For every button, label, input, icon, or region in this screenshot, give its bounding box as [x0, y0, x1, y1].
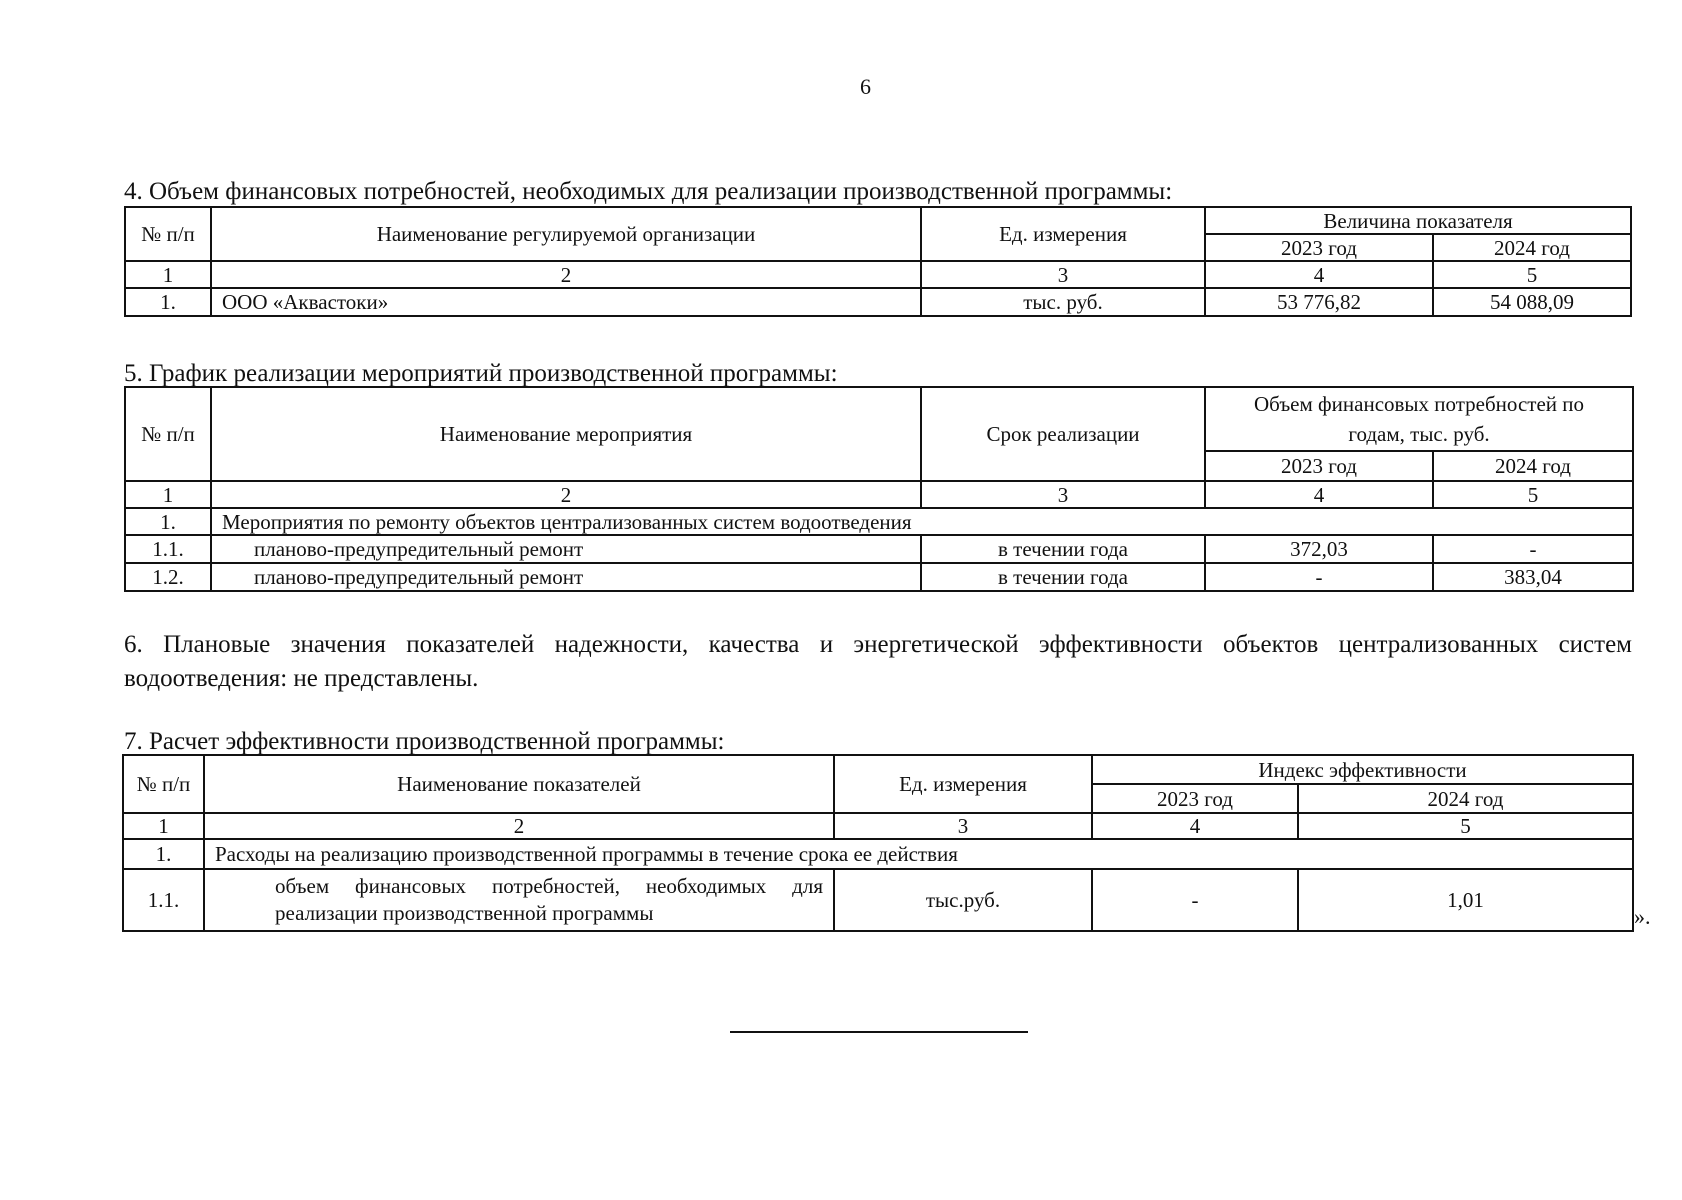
- row-value-2024: 383,04: [1433, 563, 1633, 591]
- section-4-title: 4. Объем финансовых потребностей, необходимых для реализации производственной программы:: [124, 178, 1173, 205]
- header-value-group: Величина показателя: [1205, 207, 1631, 234]
- table-row: [123, 869, 1633, 931]
- row-value-2024: -: [1433, 535, 1633, 563]
- row-value-2023: -: [1205, 563, 1433, 591]
- row-event-name: планово-предупредительный ремонт: [211, 563, 921, 591]
- schedule-table: [124, 386, 1634, 592]
- index-cell: 5: [1433, 481, 1633, 508]
- header-year-2023: 2023 год: [1205, 234, 1433, 261]
- group-num: 1.: [123, 839, 204, 869]
- header-year-2023: 2023 год: [1205, 451, 1433, 481]
- header-event-name: Наименование мероприятия: [211, 387, 921, 481]
- index-cell: 2: [211, 481, 921, 508]
- header-year-2024: 2024 год: [1433, 234, 1631, 261]
- row-num: 1.2.: [125, 563, 211, 591]
- row-value-2024: 54 088,09: [1433, 288, 1631, 316]
- row-term: в течении года: [921, 535, 1205, 563]
- row-value-2023: 372,03: [1205, 535, 1433, 563]
- closing-quote-mark: ».: [1634, 904, 1651, 929]
- row-unit: тыс.руб.: [834, 869, 1092, 931]
- efficiency-table: [122, 754, 1634, 932]
- header-term: Срок реализации: [921, 387, 1205, 481]
- index-cell: 3: [834, 813, 1092, 839]
- row-value-2024: 1,01: [1298, 869, 1633, 931]
- section-7-title: 7. Расчет эффективности производственной программы:: [124, 728, 725, 755]
- row-num: 1.1.: [123, 869, 204, 931]
- header-num: № п/п: [125, 387, 211, 481]
- header-year-2023: 2023 год: [1092, 784, 1298, 813]
- row-num: 1.: [125, 288, 211, 316]
- group-name: Мероприятия по ремонту объектов централизованных систем водоотведения: [211, 508, 1633, 535]
- header-year-2024: 2024 год: [1433, 451, 1633, 481]
- row-value-2023: -: [1092, 869, 1298, 931]
- header-org-name: Наименование регулируемой организации: [211, 207, 921, 261]
- index-cell: 1: [123, 813, 204, 839]
- index-cell: 2: [211, 261, 921, 288]
- group-row: [125, 508, 1633, 535]
- row-term: в течении года: [921, 563, 1205, 591]
- row-org-name: ООО «Аквастоки»: [211, 288, 921, 316]
- end-rule: [730, 1031, 1028, 1033]
- group-num: 1.: [125, 508, 211, 535]
- header-num: № п/п: [125, 207, 211, 261]
- group-name: Расходы на реализацию производственной программы в течение срока ее действия: [204, 839, 1633, 869]
- index-row: [125, 481, 1633, 508]
- header-unit: Ед. измерения: [921, 207, 1205, 261]
- row-value-2023: 53 776,82: [1205, 288, 1433, 316]
- index-cell: 2: [204, 813, 834, 839]
- header-year-2024: 2024 год: [1298, 784, 1633, 813]
- table-row: [125, 535, 1633, 563]
- header-unit: Ед. измерения: [834, 755, 1092, 813]
- index-cell: 1: [125, 261, 211, 288]
- section-6-text: 6. Плановые значения показателей надежности, качества и энергетической эффективности объектов централизованных систем водоотведения: не представлены.: [124, 631, 1632, 692]
- header-value-group: Индекс эффективности: [1092, 755, 1633, 784]
- row-indicator-name: объем финансовых потребностей, необходимых для реализации производственной программы: [204, 869, 834, 931]
- row-unit: тыс. руб.: [921, 288, 1205, 316]
- row-event-name: планово-предупредительный ремонт: [211, 535, 921, 563]
- table-row: [125, 288, 1631, 316]
- financial-needs-table: [124, 206, 1632, 317]
- section-5-title: 5. График реализации мероприятий производственной программы:: [124, 360, 838, 387]
- index-cell: 3: [921, 261, 1205, 288]
- index-cell: 5: [1433, 261, 1631, 288]
- header-num: № п/п: [123, 755, 204, 813]
- index-cell: 1: [125, 481, 211, 508]
- index-cell: 3: [921, 481, 1205, 508]
- index-row: [123, 813, 1633, 839]
- index-cell: 5: [1298, 813, 1633, 839]
- group-row: [123, 839, 1633, 869]
- index-cell: 4: [1205, 481, 1433, 508]
- row-num: 1.1.: [125, 535, 211, 563]
- page-number: 6: [860, 74, 871, 99]
- index-cell: 4: [1205, 261, 1433, 288]
- header-indicator-name: Наименование показателей: [204, 755, 834, 813]
- header-value-group: Объем финансовых потребностей по годам, тыс. руб.: [1205, 387, 1633, 451]
- index-cell: 4: [1092, 813, 1298, 839]
- index-row: [125, 261, 1631, 288]
- table-row: [125, 563, 1633, 591]
